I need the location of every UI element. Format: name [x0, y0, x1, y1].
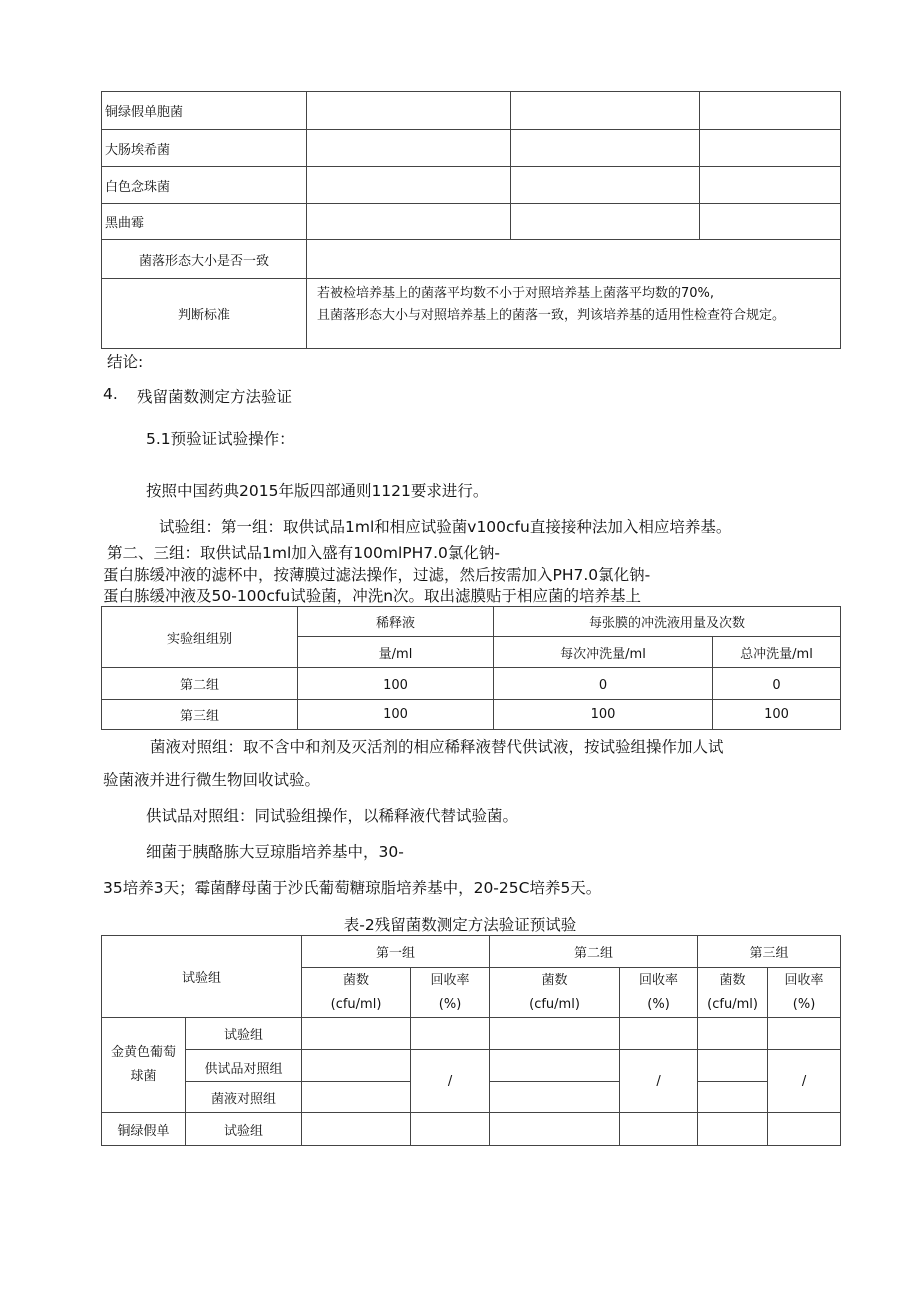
table-row [102, 700, 841, 730]
table-row [102, 240, 841, 279]
paragraph-group23-line2: 蛋白胨缓冲液的滤杯中，按薄膜过滤法操作，过滤，然后按需加入PH7.0氯化钠- [103, 566, 651, 584]
row-sample-control: 供试品对照组 [186, 1050, 302, 1082]
organism-staph: 金黄色葡萄 球菌 [102, 1018, 186, 1113]
morphology-label: 菌落形态大小是否一致 [102, 240, 307, 279]
row-test: 试验组 [186, 1113, 302, 1146]
criteria-label: 判断标准 [102, 279, 307, 349]
organism-label: 大肠埃希菌 [102, 130, 307, 167]
header-rate: 回收率 (%) [768, 968, 841, 1018]
paragraph-reference: 按照中国药典2015年版四部通则1121要求进行。 [146, 482, 489, 500]
paragraph-group1: 试验组：第一组：取供试品1ml和相应试验菌v100cfu直接接种法加入相应培养基。 [159, 518, 732, 536]
table-row [102, 1113, 841, 1146]
header-rate: 回收率 (%) [620, 968, 698, 1018]
conclusion-label: 结论: [107, 353, 144, 371]
header-group-3: 第三组 [698, 936, 841, 968]
table-row [102, 279, 841, 349]
header-group-1: 第一组 [302, 936, 490, 968]
criteria-text [307, 279, 841, 349]
header-count: 菌数 (cfu/ml) [698, 968, 768, 1018]
row-bacteria-control: 菌液对照组 [186, 1082, 302, 1113]
table-row [102, 668, 841, 700]
header-total-wash: 总冲洗量/ml [713, 637, 841, 668]
paragraph-culture-line2: 35培养3天；霉菌酵母菌于沙氏葡萄糖琼脂培养基中，20-25C培养5天。 [103, 879, 602, 897]
row-each: 100 [494, 700, 713, 730]
table-wash-volume [101, 606, 841, 730]
paragraph-control-line1: 菌液对照组：取不含中和剂及灭活剂的相应稀释液替代供试液，按试验组操作加人试 [150, 738, 724, 756]
header-count: 菌数 (cfu/ml) [302, 968, 411, 1018]
header-diluent: 稀释液 [298, 607, 494, 637]
organism-label: 黑曲霉 [102, 204, 307, 240]
header-group: 实验组组别 [102, 607, 298, 668]
table-header-row [102, 607, 841, 637]
organism-pseudomonas: 铜绿假单 [102, 1113, 186, 1146]
organism-label: 白色念珠菌 [102, 167, 307, 204]
header-test-group: 试验组 [102, 936, 302, 1018]
header-each-wash: 每次冲洗量/ml [494, 637, 713, 668]
table-row [102, 1018, 841, 1050]
header-count: 菌数 (cfu/ml) [490, 968, 620, 1018]
organism-label: 铜绿假单胞菌 [102, 92, 307, 130]
rate-slash: / [411, 1050, 490, 1113]
criteria-line-2: 且菌落形态大小与对照培养基上的菌落一致，判该培养基的适用性检查符合规定。 [317, 308, 786, 323]
header-rate: 回收率 (%) [411, 968, 490, 1018]
section-number: 4. [103, 385, 118, 403]
table-row [102, 204, 841, 240]
paragraph-group23-line1: 第二、三组：取供试品1ml加入盛有100mlPH7.0氯化钠- [107, 544, 501, 562]
row-group-name: 第三组 [102, 700, 298, 730]
table-row [102, 167, 841, 204]
header-wash: 每张膜的冲洗液用量及次数 [494, 607, 841, 637]
paragraph-control-line2: 验菌液并进行微生物回收试验。 [103, 771, 321, 789]
table-media-suitability [101, 91, 841, 349]
row-each: 0 [494, 668, 713, 700]
paragraph-culture-line1: 细菌于胰酪胨大豆琼脂培养基中，30- [146, 843, 404, 861]
rate-slash: / [620, 1050, 698, 1113]
header-group-2: 第二组 [490, 936, 698, 968]
subsection-title: 5.1预验证试验操作： [146, 430, 295, 448]
row-test: 试验组 [186, 1018, 302, 1050]
row-total: 100 [713, 700, 841, 730]
table-recovery-pretest [101, 935, 841, 1146]
row-diluent: 100 [298, 668, 494, 700]
row-total: 0 [713, 668, 841, 700]
paragraph-group23-line3: 蛋白胨缓冲液及50-100cfu试验菌，冲洗n次。取出滤膜贴于相应菌的培养基上 [103, 587, 642, 605]
row-diluent: 100 [298, 700, 494, 730]
rate-slash: / [768, 1050, 841, 1113]
criteria-line-1: 若被检培养基上的菌落平均数不小于对照培养基上菌落平均数的70%, [317, 286, 715, 301]
header-diluent-unit: 量/ml [298, 637, 494, 668]
paragraph-sample-control: 供试品对照组：同试验组操作，以稀释液代替试验菌。 [146, 807, 519, 825]
table-header-row [102, 936, 841, 968]
table-row [102, 130, 841, 167]
table-row [102, 1050, 841, 1082]
row-group-name: 第二组 [102, 668, 298, 700]
section-title: 残留菌数测定方法验证 [137, 388, 293, 406]
table-caption: 表-2残留菌数测定方法验证预试验 [343, 916, 577, 934]
table-row [102, 92, 841, 130]
